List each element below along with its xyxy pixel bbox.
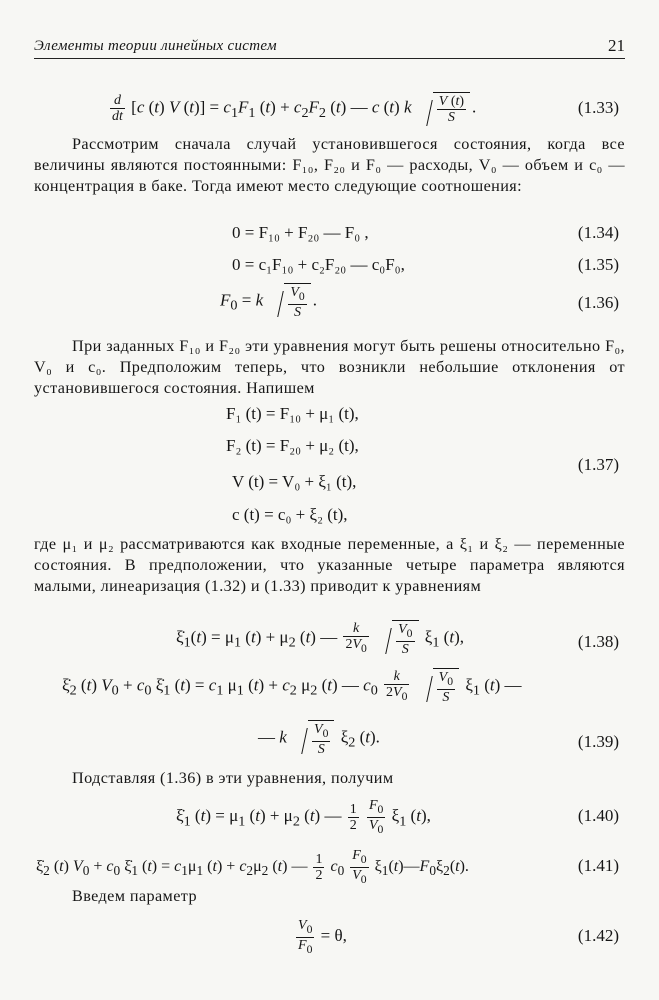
- equation-number-1-34: (1.34): [577, 223, 619, 242]
- equation-1-42: $\frac{V_0}{F_0}$ = θ,: [298, 918, 347, 956]
- equation-1-38: $\xi̇_1(t) = \mu_1$ $(t) + \mu_2$ (t) — $\frac{k}{2V_0}$ $\frac{V_0}{S}$ $\xi_1$ (t),: [176, 621, 464, 657]
- equation-number-1-39: (1.39): [577, 732, 619, 751]
- equation-number-1-40: (1.40): [577, 806, 619, 825]
- equation-number-1-35: (1.35): [577, 255, 619, 274]
- equation-1-35: 0 = c₁F₁₀ + c₂F₂₀ — c₀F₀,: [232, 255, 405, 274]
- running-header: [34, 36, 625, 59]
- paragraph-steady-state: Рассмотрим сначала случай установившегося состояния, когда все величины являются постоянными: F₁₀, F₂₀ и F₀ — расходы, V₀ — объем и c₀ — концентрация в баке. Тогда имеют место следующие соотношения:: [34, 135, 625, 195]
- equation-1-41: $\xi̇_2$ (t) $V_0 + c_0$ $\xi̇_1$ $(t) = c_1\mu_1$ $(t) + c_2\mu_2$ (t) — $\frac{1}{2}$ $c_0$ $\frac{F_0}{V_0}$ $\xi_1(t)—F_0\xi_2(t)$.: [36, 848, 469, 886]
- equation-1-39-line-2: — k $\frac{V_0}{S}$ $\xi_2$ (t).: [258, 722, 380, 757]
- equation-1-34: 0 = F₁₀ + F₂₀ — F₀ ,: [232, 223, 369, 242]
- equation-1-33: $\frac{d}{dt}$ [c (t) V $(t)] = c_1F_1$ $(t) + c_2F_2$ (t) — c (t) k $\frac{V (t)}{S}$ .: [112, 93, 477, 125]
- paragraph-variables: где μ₁ и μ₂ рассматриваются как входные переменные, а ξ₁ и ξ₂ — переменные состояния. В предположении, что указанные четыре параметра являются малыми, линеаризация (1.32) и (1.33) приводит к уравнениям: [34, 535, 625, 595]
- equation-1-37-line-3: V (t) = V₀ + ξ₁ (t),: [232, 472, 357, 491]
- equation-1-37-line-4: c (t) = c₀ + ξ₂ (t),: [232, 505, 348, 524]
- paragraph-substitution: Подставляя (1.36) в эти уравнения, получим: [72, 769, 394, 787]
- equation-1-37-line-1: F₁ (t) = F₁₀ + μ₁ (t),: [226, 404, 359, 423]
- equation-number-1-33: (1.33): [577, 98, 619, 117]
- equation-number-1-36: (1.36): [577, 293, 619, 312]
- running-header-title: Элементы теории линейных систем: [34, 38, 277, 54]
- equation-1-36: $F_0 = k$ $\frac{V_0}{S}$ .: [220, 285, 317, 320]
- equation-number-1-41: (1.41): [577, 856, 619, 875]
- equation-1-37-line-2: F₂ (t) = F₂₀ + μ₂ (t),: [226, 436, 359, 455]
- paragraph-deviations: При заданных F₁₀ и F₂₀ эти уравнения могут быть решены относительно F₀, V₀ и c₀. Предположим теперь, что возникли небольшие отклонения от установившегося состояния. Напишем: [34, 337, 625, 397]
- equation-number-1-42: (1.42): [577, 926, 619, 945]
- paragraph-parameter: Введем параметр: [72, 887, 197, 905]
- equation-number-1-38: (1.38): [577, 632, 619, 651]
- page-number: 21: [608, 36, 625, 55]
- equation-1-39-line-1: $\xi̇_2$ (t) $V_0 + c_0$ $\xi̇_1$ $(t) = c_1$ $\mu_1$ $(t) + c_2$ $\mu_2$ (t) — $c_0$ $\frac{k}{2V_0}$ $\frac{V_0}{S}$ $\xi_1$ (t) —: [62, 669, 522, 705]
- equation-1-40: $\xi̇_1$ $(t) = \mu_1$ $(t) + \mu_2$ (t) — $\frac{1}{2}$ $\frac{F_0}{V_0}$ $\xi_1$ (t),: [176, 798, 431, 836]
- equation-number-1-37: (1.37): [577, 455, 619, 474]
